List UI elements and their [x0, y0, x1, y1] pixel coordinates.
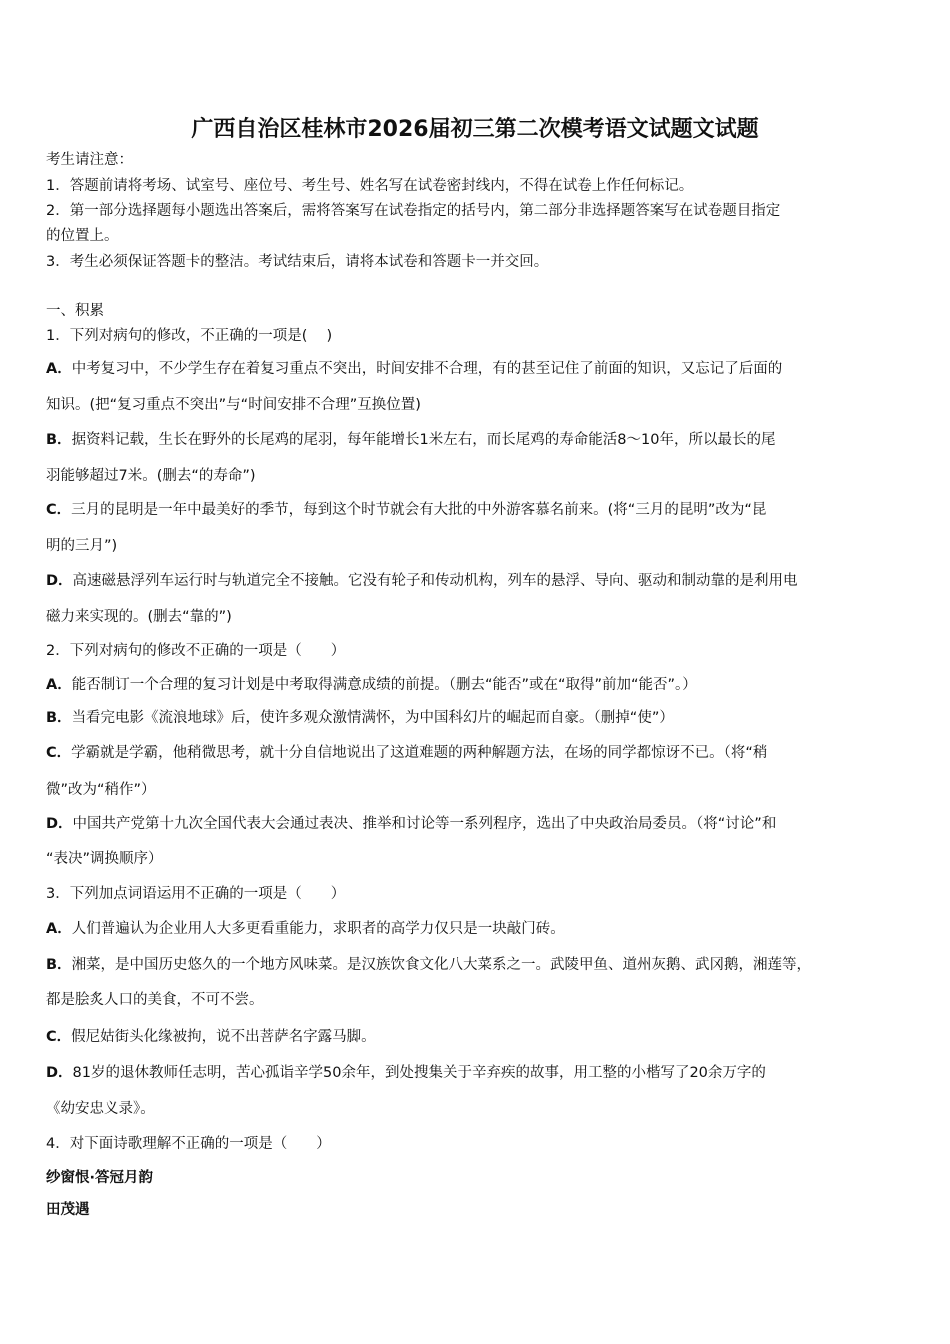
question-stem: 4．对下面诗歌理解不正确的一项是（ ）	[46, 1136, 331, 1152]
option-letter: C．	[46, 745, 72, 761]
answer-option: A．人们普遍认为企业用人大多更看重能力，求职者的高学力仅只是一块敲门砖。	[46, 921, 565, 937]
option-letter: D．	[46, 816, 73, 832]
text-line: 磁力来实现的。(删去“靠的”)	[46, 609, 232, 625]
option-letter: A．	[46, 361, 72, 377]
answer-option: A．能否制订一个合理的复习计划是中考取得满意成绩的前提。（删去“能否”或在“取得”前加“能否”。）	[46, 677, 697, 693]
question-stem: 2．下列对病句的修改不正确的一项是（ ）	[46, 643, 346, 659]
answer-option: D．81岁的退休教师任志明，苦心孤诣辛学50余年，到处搜集关于辛弃疾的故事，用工整的小楷写了20余万字的	[46, 1065, 766, 1081]
notice-item: 2．第一部分选择题每小题选出答案后，需将答案写在试卷指定的括号内，第二部分非选择题答案写在试卷题目指定	[46, 203, 781, 219]
answer-option: A．中考复习中，不少学生存在着复习重点不突出，时间安排不合理，有的甚至记住了前面的知识，又忘记了后面的	[46, 361, 783, 377]
notice-heading: 考生请注意：	[46, 152, 133, 168]
text-line: 知识。(把“复习重点不突出”与“时间安排不合理”互换位置)	[46, 397, 421, 413]
answer-option: B．当看完电影《流浪地球》后，使许多观众激情满怀，为中国科幻片的崛起而自豪。（删掉“使”）	[46, 710, 674, 726]
option-letter: D．	[46, 573, 73, 589]
answer-option: C．学霸就是学霸，他稍微思考，就十分自信地说出了这道难题的两种解题方法，在场的同学都惊讶不已。（将“稍	[46, 745, 768, 761]
text-line: 微”改为“稍作”）	[46, 782, 156, 798]
notice-item: 的位置上。	[46, 228, 119, 244]
text-line: 羽能够超过7米。(删去“的寿命”)	[46, 468, 256, 484]
text-line: 明的三月”)	[46, 538, 118, 554]
text-line: 田茂遇	[46, 1202, 90, 1218]
notice-item: 1．答题前请将考场、试室号、座位号、考生号、姓名写在试卷密封线内，不得在试卷上作任何标记。	[46, 178, 694, 194]
answer-option: B．湘菜，是中国历史悠久的一个地方风味菜。是汉族饮食文化八大菜系之一。武陵甲鱼、道州灰鹅、武冈鹅，湘莲等，	[46, 957, 812, 973]
text-line: 纱窗恨·答冠月韵	[46, 1170, 154, 1186]
option-letter: A．	[46, 921, 72, 937]
option-letter: B．	[46, 432, 72, 448]
option-letter: B．	[46, 710, 72, 726]
answer-option: D．高速磁悬浮列车运行时与轨道完全不接触。它没有轮子和传动机构，列车的悬浮、导向、驱动和制动靠的是利用电	[46, 573, 798, 589]
text-line: “表决”调换顺序）	[46, 851, 163, 867]
option-letter: A．	[46, 677, 72, 693]
option-letter: C．	[46, 502, 72, 518]
section-heading: 一、积累	[46, 303, 104, 319]
answer-option: C．三月的昆明是一年中最美好的季节，每到这个时节就会有大批的中外游客慕名前来。(将“三月的昆明”改为“昆	[46, 502, 767, 518]
answer-option: B．据资料记载，生长在野外的长尾鸡的尾羽，每年能增长1米左右，而长尾鸡的寿命能活8～10年，所以最长的尾	[46, 432, 776, 448]
answer-option: D．中国共产党第十九次全国代表大会通过表决、推举和讨论等一系列程序，选出了中央政治局委员。（将“讨论”和	[46, 816, 777, 832]
question-stem: 1．下列对病句的修改，不正确的一项是( )	[46, 328, 333, 344]
text-line: 都是脍炙人口的美食，不可不尝。	[46, 992, 264, 1008]
option-letter: B．	[46, 957, 72, 973]
option-letter: D．	[46, 1065, 73, 1081]
answer-option: C．假尼姑街头化缘被拘，说不出菩萨名字露马脚。	[46, 1029, 376, 1045]
question-stem: 3．下列加点词语运用不正确的一项是（ ）	[46, 886, 346, 902]
page-title: 广西自治区桂林市2026届初三第二次模考语文试题文试题	[191, 117, 759, 142]
text-line: 《幼安忠义录》。	[46, 1101, 155, 1117]
option-letter: C．	[46, 1029, 72, 1045]
notice-item: 3．考生必须保证答题卡的整洁。考试结束后，请将本试卷和答题卡一并交回。	[46, 254, 549, 270]
